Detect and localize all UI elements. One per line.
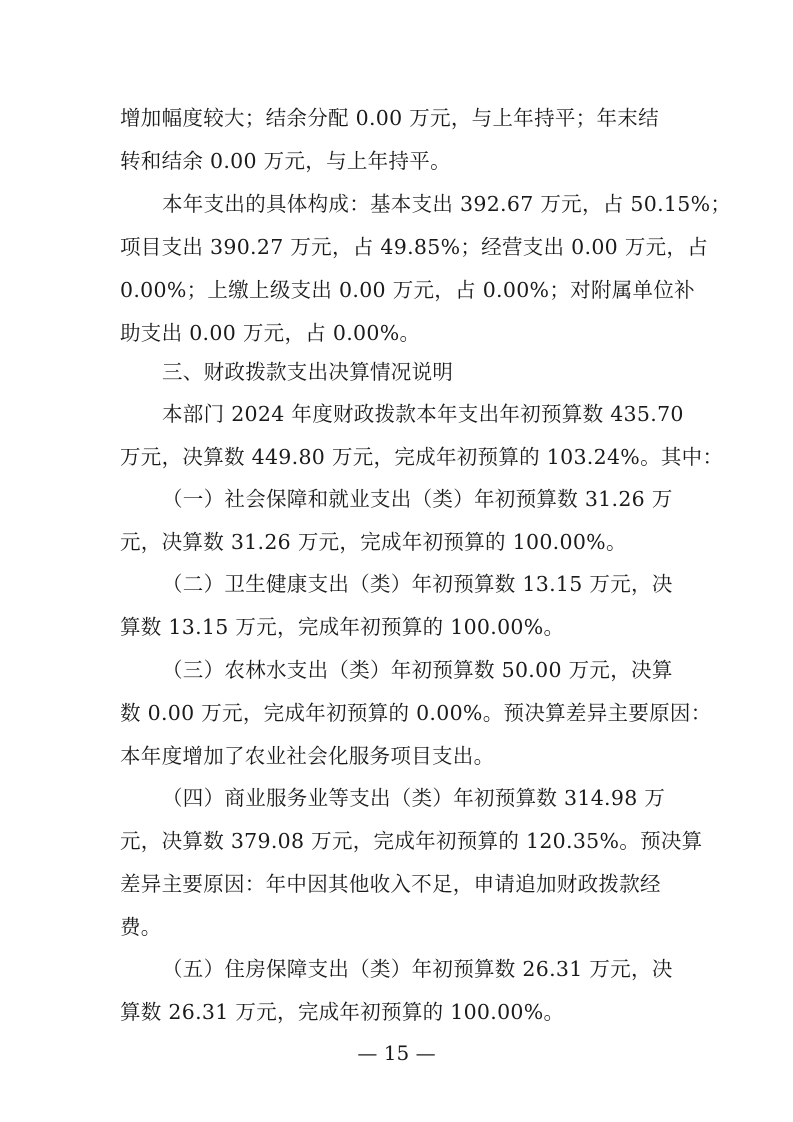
paragraph-fiscal-summary: 本部门 2024 年度财政拨款本年支出年初预算数 435.70 (162, 402, 684, 426)
text-line: 0.00%；上缴上级支出 0.00 万元，占 0.00%；对附属单位补 (120, 278, 695, 302)
item-commerce: （四）商业服务业等支出（类）年初预算数 314.98 万 (162, 786, 666, 810)
item-agriculture: （三）农林水支出（类）年初预算数 50.00 万元，决算 (162, 658, 673, 682)
text-line: 项目支出 390.27 万元，占 49.85%；经营支出 0.00 万元，占 (120, 235, 709, 259)
section-heading: 三、财政拨款支出决算情况说明 (162, 360, 454, 384)
paragraph-expenditure-composition: 本年支出的具体构成：基本支出 392.67 万元，占 50.15%； (162, 192, 732, 216)
text-line: 本年度增加了农业社会化服务项目支出。 (120, 744, 495, 768)
text-line: 元，决算数 31.26 万元，完成年初预算的 100.00%。 (120, 530, 627, 554)
text-line: 元，决算数 379.08 万元，完成年初预算的 120.35%。预决算 (120, 829, 703, 853)
text-line: 转和结余 0.00 万元，与上年持平。 (120, 149, 451, 173)
text-line: 费。 (120, 915, 162, 939)
item-social-security: （一）社会保障和就业支出（类）年初预算数 31.26 万 (162, 487, 673, 511)
text-line: 万元，决算数 449.80 万元，完成年初预算的 103.24%。其中： (120, 445, 724, 469)
text-line: 数 0.00 万元，完成年初预算的 0.00%。预决算差异主要原因： (120, 701, 712, 725)
text-line: 算数 13.15 万元，完成年初预算的 100.00%。 (120, 615, 565, 639)
text-line: 算数 26.31 万元，完成年初预算的 100.00%。 (120, 1000, 565, 1024)
text-line: 助支出 0.00 万元，占 0.00%。 (120, 321, 421, 345)
text-line: 差异主要原因：年中因其他收入不足，申请追加财政拨款经 (120, 872, 661, 896)
item-health: （二）卫生健康支出（类）年初预算数 13.15 万元，决 (162, 572, 673, 596)
item-housing: （五）住房保障支出（类）年初预算数 26.31 万元，决 (162, 957, 673, 981)
page-number: — 15 — (357, 1041, 436, 1065)
text-line: 增加幅度较大；结余分配 0.00 万元，与上年持平；年末结 (120, 106, 659, 130)
